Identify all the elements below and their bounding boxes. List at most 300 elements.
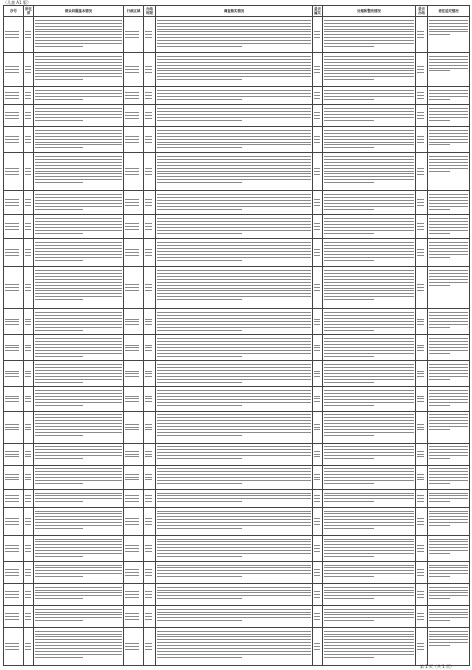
district-cell (124, 127, 144, 153)
text-line-placeholder (35, 393, 122, 394)
text-line-placeholder (429, 224, 468, 225)
text-line-placeholder (429, 279, 468, 280)
text-line-placeholder (125, 495, 139, 496)
text-line-placeholder (5, 456, 19, 457)
text-line-placeholder (429, 133, 468, 134)
text-line-placeholder (417, 524, 424, 525)
text-line-placeholder (157, 299, 242, 300)
table-row (4, 127, 470, 153)
text-line-placeholder (35, 93, 122, 94)
text-line-placeholder (417, 424, 424, 425)
text-line-placeholder (324, 59, 414, 60)
text-line-placeholder (157, 34, 311, 35)
closed-flag-cell (416, 627, 428, 665)
verified-flag-cell (313, 215, 323, 239)
text-line-placeholder (35, 254, 122, 255)
text-line-placeholder (35, 455, 122, 456)
text-line-placeholder (429, 230, 468, 231)
text-line-placeholder (35, 636, 122, 637)
text-line-placeholder (25, 287, 31, 288)
text-line-placeholder (324, 522, 414, 523)
text-line-placeholder (324, 654, 414, 655)
text-line-placeholder (157, 614, 311, 615)
table-row (4, 561, 470, 583)
text-line-placeholder (5, 495, 19, 496)
accountability-cell (428, 105, 470, 127)
text-line-placeholder (145, 171, 152, 172)
text-line-placeholder (25, 429, 31, 430)
text-line-placeholder (35, 114, 122, 115)
text-line-placeholder (324, 452, 414, 453)
text-line-placeholder (417, 319, 424, 320)
province-cell (24, 267, 34, 309)
complaint-summary-cell (34, 411, 124, 443)
closed-flag-cell (416, 561, 428, 583)
district-cell (124, 87, 144, 105)
text-line-placeholder (35, 34, 122, 35)
investigation-details-cell (156, 561, 313, 583)
text-line-placeholder (429, 29, 468, 30)
text-line-placeholder (35, 120, 83, 121)
text-line-placeholder (157, 620, 242, 621)
text-line-placeholder (429, 168, 468, 169)
text-line-placeholder (324, 73, 414, 74)
text-line-placeholder (35, 634, 122, 635)
verified-flag-cell (313, 627, 323, 665)
text-line-placeholder (324, 68, 414, 69)
deadline-cell (144, 443, 156, 465)
text-line-placeholder (145, 95, 152, 96)
text-line-placeholder (35, 96, 122, 97)
accountability-cell (428, 153, 470, 191)
text-line-placeholder (429, 567, 468, 568)
text-line-placeholder (35, 516, 122, 517)
text-line-placeholder (429, 547, 468, 548)
text-line-placeholder (157, 248, 311, 249)
accountability-cell (428, 309, 470, 335)
text-line-placeholder (157, 162, 311, 163)
text-line-placeholder (157, 458, 242, 459)
text-line-placeholder (314, 319, 320, 320)
text-line-placeholder (125, 401, 139, 402)
text-line-placeholder (35, 614, 122, 615)
text-line-placeholder (314, 226, 320, 227)
text-line-placeholder (35, 165, 122, 166)
text-line-placeholder (35, 565, 122, 566)
text-line-placeholder (25, 649, 31, 650)
closed-flag-cell (416, 153, 428, 191)
text-line-placeholder (35, 417, 122, 418)
text-line-placeholder (157, 516, 311, 517)
text-line-placeholder (25, 545, 31, 546)
deadline-cell (144, 267, 156, 309)
text-line-placeholder (5, 115, 19, 116)
text-line-placeholder (157, 206, 311, 207)
row-number-cell (4, 105, 24, 127)
text-line-placeholder (125, 477, 139, 478)
text-line-placeholder (25, 575, 31, 576)
text-line-placeholder (314, 498, 320, 499)
text-line-placeholder (429, 350, 468, 351)
text-line-placeholder (35, 420, 122, 421)
text-line-placeholder (324, 330, 374, 331)
district-cell (124, 605, 144, 627)
text-line-placeholder (145, 521, 152, 522)
text-line-placeholder (25, 72, 31, 73)
text-line-placeholder (417, 112, 424, 113)
text-line-placeholder (429, 595, 468, 596)
complaint-summary-cell (34, 561, 124, 583)
text-line-placeholder (157, 227, 311, 228)
text-line-placeholder (157, 285, 311, 286)
text-line-placeholder (429, 108, 468, 109)
text-line-placeholder (157, 254, 311, 255)
deadline-cell (144, 507, 156, 535)
complaint-summary-cell (34, 465, 124, 489)
text-line-placeholder (157, 76, 311, 77)
closed-flag-cell (416, 583, 428, 605)
text-line-placeholder (429, 576, 450, 577)
text-line-placeholder (429, 282, 468, 283)
text-line-placeholder (157, 65, 311, 66)
text-line-placeholder (145, 524, 152, 525)
handling-details-cell (323, 53, 416, 87)
text-line-placeholder (429, 405, 450, 406)
text-line-placeholder (5, 427, 19, 428)
text-line-placeholder (429, 550, 468, 551)
text-line-placeholder (25, 376, 31, 377)
text-line-placeholder (324, 501, 374, 502)
text-line-placeholder (35, 468, 122, 469)
deadline-cell (144, 535, 156, 561)
handling-details-cell (323, 361, 416, 387)
table-row (4, 267, 470, 309)
text-line-placeholder (35, 318, 122, 319)
text-line-placeholder (417, 594, 424, 595)
table-body (4, 17, 470, 666)
text-line-placeholder (35, 59, 122, 60)
text-line-placeholder (324, 29, 414, 30)
text-line-placeholder (5, 226, 19, 227)
text-line-placeholder (417, 136, 424, 137)
text-line-placeholder (324, 46, 374, 47)
district-cell (124, 239, 144, 267)
text-line-placeholder (324, 139, 414, 140)
text-line-placeholder (125, 376, 139, 377)
text-line-placeholder (314, 376, 320, 377)
text-line-placeholder (429, 257, 450, 258)
row-number-cell (4, 153, 24, 191)
text-line-placeholder (5, 591, 19, 592)
table-row (4, 215, 470, 239)
handling-details-cell (323, 465, 416, 489)
text-line-placeholder (324, 396, 414, 397)
text-line-placeholder (324, 20, 414, 21)
text-line-placeholder (145, 202, 152, 203)
text-line-placeholder (157, 609, 311, 610)
text-line-placeholder (157, 327, 311, 328)
text-line-placeholder (157, 93, 311, 94)
table-row (4, 309, 470, 335)
text-line-placeholder (324, 471, 414, 472)
text-line-placeholder (35, 452, 122, 453)
text-line-placeholder (125, 649, 139, 650)
column-header: 是否办结 (416, 6, 428, 17)
text-line-placeholder (314, 223, 320, 224)
table-row (4, 411, 470, 443)
verified-flag-cell (313, 561, 323, 583)
text-line-placeholder (125, 31, 139, 32)
text-line-placeholder (429, 570, 468, 571)
accountability-cell (428, 465, 470, 489)
text-line-placeholder (324, 556, 374, 557)
text-line-placeholder (429, 565, 468, 566)
table-row (4, 443, 470, 465)
text-line-placeholder (157, 168, 311, 169)
text-line-placeholder (417, 548, 424, 549)
closed-flag-cell (416, 191, 428, 215)
text-line-placeholder (125, 451, 139, 452)
text-line-placeholder (5, 649, 19, 650)
text-line-placeholder (429, 344, 468, 345)
text-line-placeholder (157, 573, 311, 574)
complaint-summary-cell (34, 153, 124, 191)
text-line-placeholder (429, 393, 468, 394)
text-line-placeholder (429, 96, 468, 97)
table-row (4, 507, 470, 535)
text-line-placeholder (324, 254, 414, 255)
text-line-placeholder (324, 242, 414, 243)
text-line-placeholder (125, 255, 139, 256)
text-line-placeholder (324, 429, 414, 430)
text-line-placeholder (324, 200, 414, 201)
text-line-placeholder (157, 315, 311, 316)
text-line-placeholder (35, 221, 122, 222)
accountability-cell (428, 361, 470, 387)
text-line-placeholder (324, 96, 414, 97)
text-line-placeholder (35, 382, 83, 383)
text-line-placeholder (5, 551, 19, 552)
text-line-placeholder (324, 458, 374, 459)
text-line-placeholder (324, 609, 414, 610)
district-cell (124, 387, 144, 411)
text-line-placeholder (145, 454, 152, 455)
text-line-placeholder (417, 575, 424, 576)
text-line-placeholder (324, 120, 374, 121)
district-cell (124, 267, 144, 309)
text-line-placeholder (417, 142, 424, 143)
text-line-placeholder (25, 321, 31, 322)
text-line-placeholder (429, 455, 468, 456)
text-line-placeholder (35, 344, 122, 345)
text-line-placeholder (35, 200, 122, 201)
text-line-placeholder (324, 414, 414, 415)
text-line-placeholder (157, 341, 311, 342)
text-line-placeholder (417, 371, 424, 372)
text-line-placeholder (417, 616, 424, 617)
text-line-placeholder (417, 174, 424, 175)
text-line-placeholder (324, 273, 414, 274)
text-line-placeholder (429, 402, 468, 403)
district-cell (124, 335, 144, 361)
text-line-placeholder (125, 205, 139, 206)
text-line-placeholder (125, 321, 139, 322)
text-line-placeholder (157, 417, 311, 418)
text-line-placeholder (35, 242, 122, 243)
province-cell (24, 583, 34, 605)
text-line-placeholder (157, 73, 311, 74)
text-line-placeholder (145, 205, 152, 206)
deadline-cell (144, 411, 156, 443)
text-line-placeholder (35, 541, 122, 542)
text-line-placeholder (25, 174, 31, 175)
text-line-placeholder (145, 199, 152, 200)
text-line-placeholder (125, 398, 139, 399)
text-line-placeholder (324, 468, 414, 469)
text-line-placeholder (157, 617, 311, 618)
text-line-placeholder (314, 174, 320, 175)
text-line-placeholder (324, 651, 414, 652)
text-line-placeholder (25, 597, 31, 598)
text-line-placeholder (324, 393, 414, 394)
text-line-placeholder (35, 327, 122, 328)
text-line-placeholder (35, 197, 122, 198)
text-line-placeholder (429, 376, 468, 377)
text-line-placeholder (324, 260, 374, 261)
text-line-placeholder (157, 522, 311, 523)
text-line-placeholder (157, 423, 311, 424)
table-row (4, 627, 470, 665)
text-line-placeholder (25, 495, 31, 496)
text-line-placeholder (125, 569, 139, 570)
text-line-placeholder (324, 312, 414, 313)
text-line-placeholder (35, 399, 122, 400)
text-line-placeholder (324, 93, 414, 94)
text-line-placeholder (35, 68, 122, 69)
text-line-placeholder (125, 427, 139, 428)
text-line-placeholder (429, 312, 468, 313)
column-header: 办结时限 (144, 6, 156, 17)
text-line-placeholder (314, 136, 320, 137)
investigation-details-cell (156, 605, 313, 627)
text-line-placeholder (5, 451, 19, 452)
text-line-placeholder (324, 23, 414, 24)
text-line-placeholder (25, 202, 31, 203)
text-line-placeholder (145, 616, 152, 617)
text-line-placeholder (157, 260, 242, 261)
text-line-placeholder (429, 270, 468, 271)
text-line-placeholder (429, 221, 468, 222)
text-line-placeholder (324, 321, 414, 322)
text-line-placeholder (157, 338, 311, 339)
text-line-placeholder (324, 99, 374, 100)
text-line-placeholder (157, 108, 311, 109)
text-line-placeholder (157, 147, 242, 148)
text-line-placeholder (417, 202, 424, 203)
text-line-placeholder (324, 474, 414, 475)
accountability-cell (428, 627, 470, 665)
district-cell (124, 561, 144, 583)
text-line-placeholder (25, 319, 31, 320)
verified-flag-cell (313, 507, 323, 535)
text-line-placeholder (5, 398, 19, 399)
text-line-placeholder (35, 612, 122, 613)
text-line-placeholder (145, 223, 152, 224)
table-row (4, 605, 470, 627)
text-line-placeholder (5, 429, 19, 430)
text-line-placeholder (429, 68, 468, 69)
complaint-summary-cell (34, 535, 124, 561)
text-line-placeholder (429, 573, 468, 574)
text-line-placeholder (417, 501, 424, 502)
text-line-placeholder (25, 371, 31, 372)
verified-flag-cell (313, 105, 323, 127)
text-line-placeholder (429, 544, 468, 545)
text-line-placeholder (324, 648, 414, 649)
text-line-placeholder (324, 539, 414, 540)
text-line-placeholder (35, 176, 122, 177)
text-line-placeholder (324, 544, 414, 545)
text-line-placeholder (145, 69, 152, 70)
text-line-placeholder (314, 398, 320, 399)
text-line-placeholder (324, 203, 414, 204)
text-line-placeholder (417, 139, 424, 140)
text-line-placeholder (314, 524, 320, 525)
text-line-placeholder (145, 319, 152, 320)
text-line-placeholder (157, 567, 311, 568)
text-line-placeholder (5, 199, 19, 200)
text-line-placeholder (417, 321, 424, 322)
text-line-placeholder (324, 477, 414, 478)
text-line-placeholder (324, 645, 414, 646)
text-line-placeholder (314, 34, 320, 35)
text-line-placeholder (125, 619, 139, 620)
district-cell (124, 191, 144, 215)
text-line-placeholder (157, 209, 242, 210)
text-line-placeholder (324, 420, 414, 421)
text-line-placeholder (429, 587, 468, 588)
text-line-placeholder (324, 70, 414, 71)
text-line-placeholder (145, 591, 152, 592)
text-line-placeholder (157, 176, 311, 177)
text-line-placeholder (157, 498, 311, 499)
accountability-cell (428, 489, 470, 507)
accountability-cell (428, 583, 470, 605)
text-line-placeholder (35, 587, 122, 588)
text-line-placeholder (157, 62, 311, 63)
text-line-placeholder (35, 293, 122, 294)
text-line-placeholder (417, 223, 424, 224)
text-line-placeholder (35, 373, 122, 374)
text-line-placeholder (324, 65, 414, 66)
text-line-placeholder (157, 270, 311, 271)
text-line-placeholder (157, 273, 311, 274)
text-line-placeholder (324, 565, 414, 566)
text-line-placeholder (429, 477, 468, 478)
text-line-placeholder (157, 203, 311, 204)
text-line-placeholder (35, 556, 83, 557)
text-line-placeholder (157, 330, 242, 331)
table-row (4, 535, 470, 561)
investigation-details-cell (156, 387, 313, 411)
province-cell (24, 387, 34, 411)
text-line-placeholder (324, 347, 414, 348)
text-line-placeholder (125, 168, 139, 169)
text-line-placeholder (35, 117, 122, 118)
text-line-placeholder (314, 229, 320, 230)
text-line-placeholder (157, 276, 311, 277)
text-line-placeholder (125, 37, 139, 38)
